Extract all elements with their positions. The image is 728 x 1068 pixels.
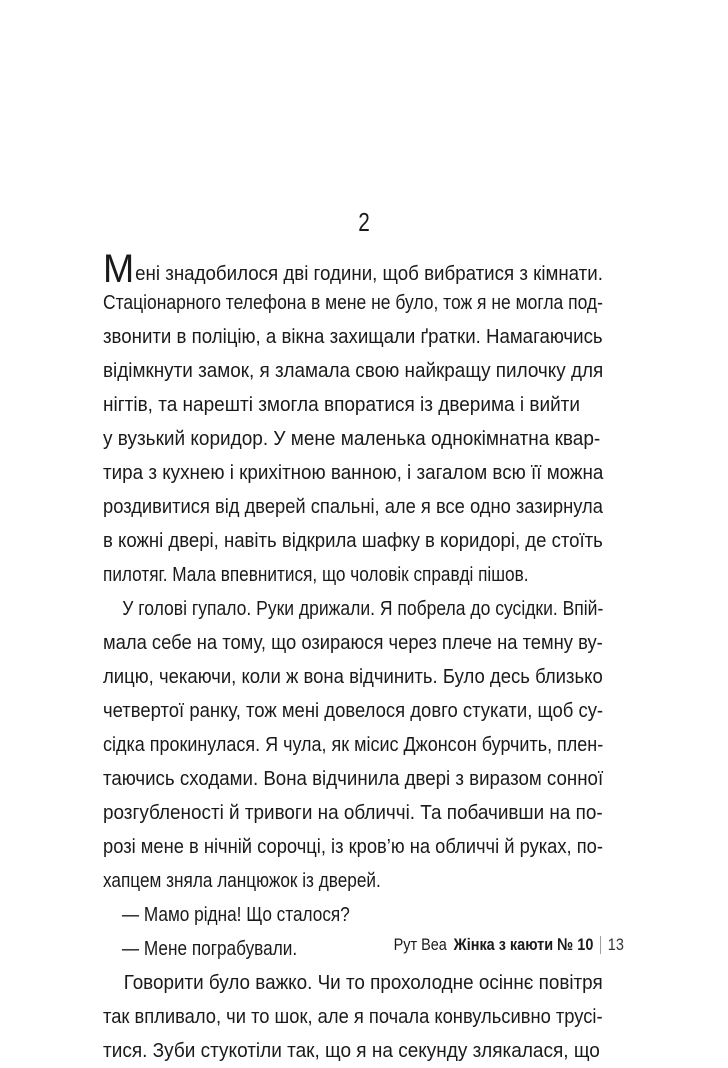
text-line-content: роздивитися від дверей спальні, але я все одно зазирнула [103,496,603,518]
text-line-content: мала себе на тому, що озираюся через плече на темну ву- [103,632,603,654]
text-line-content: так впливало, чи то шок, але я почала конвульсивно трусі- [103,1006,603,1028]
text-line-content: хапцем зняла ланцюжок із дверей. [103,870,381,892]
text-line-content: в кожні двері, навіть відкрила шафку в коридорі, де стоїть [103,530,603,552]
text-line-content: відімкнути замок, я зламала свою найкращу пилочку для [103,360,604,382]
text-line [103,524,603,558]
text-line-content: таючись сходами. Вона відчинила двері з виразом сонної [103,768,604,790]
text-line [103,762,604,796]
text-line-content: лицю, чекаючи, коли ж вона відчинить. Було десь близько [103,666,603,688]
text-line-content: ені знадобилося дві години, щоб вибратися з кімнати. [135,263,603,285]
text-line-content: — Мене пограбували. [121,938,298,960]
text-line [103,354,604,388]
text-line [103,286,603,320]
running-footer [394,932,624,958]
text-line-content: Стаціонарного телефона в мене не було, тож я не могла под- [103,292,603,314]
text-line [103,728,604,762]
text-line-content: тися. Зуби стукотіли так, що я на секунду злякалася, що [103,1040,600,1062]
text-line [103,388,581,422]
footer-author: Рут Веа [393,935,447,954]
text-line [103,1034,600,1068]
text-line [103,490,603,524]
text-line-content: Говорити було важко. Чи то прохолодне осіннє повітря [123,972,603,994]
text-line [103,796,603,830]
text-line [103,966,603,1000]
text-line [103,456,604,490]
text-line-content: сідка прокинулася. Я чула, як місис Джонсон бурчить, плен- [103,734,604,756]
page-number: 13 [607,935,624,954]
text-line-content: тира з кухнею і крихітною ванною, і загалом всю її можна [103,462,604,484]
drop-cap: М [103,247,135,291]
text-line-content: у вузький коридор. У мене маленька однокімнатна квар- [103,428,601,450]
footer-separator [600,936,601,954]
text-line-content: розгубленості й тривоги на обличчі. Та побачивши на по- [103,802,603,824]
text-line [103,558,533,592]
text-line [103,660,603,694]
text-line [103,247,603,291]
text-line-content: нігтів, та нарешті змогла впоратися із дверима і вийти [103,394,581,416]
text-line [103,694,604,728]
text-line-content: розі мене в нічній сорочці, із кров’ю на обличчі й руках, по- [103,836,603,858]
text-line [103,864,533,898]
text-line-content: У голові гупало. Руки дрижали. Я побрела до сусідки. Впій- [122,598,604,620]
text-line-content: четвертої ранку, тож мені довелося довго стукати, щоб су- [103,700,604,722]
text-line [103,592,604,626]
text-line [103,320,603,354]
text-line [103,898,533,932]
text-line [103,422,601,456]
text-line-content: пилотяг. Мала впевнитися, що чоловік справді пішов. [103,564,529,586]
footer-book-title: Жінка з каюти № 10 [453,935,594,954]
chapter-number: 2 [358,207,370,237]
text-line [103,1000,603,1034]
text-line-content: — Мамо рідна! Що сталося? [121,904,350,926]
text-line [103,626,603,660]
text-line-content: звонити в поліцію, а вікна захищали ґратки. Намагаючись [103,326,603,348]
text-line [103,830,603,864]
